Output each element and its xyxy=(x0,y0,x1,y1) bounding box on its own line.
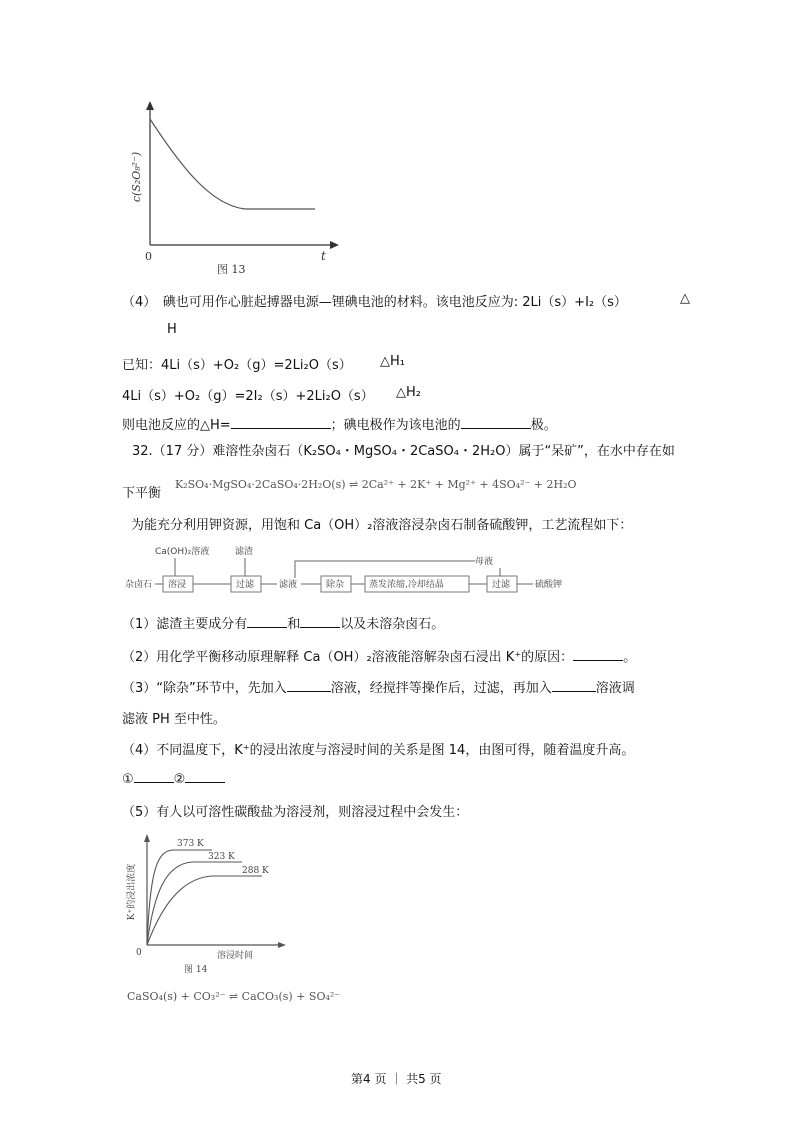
q32-heading: 32.（17 分）难溶性杂卤石（K₂SO₄・MgSO₄・2CaSO₄・2H₂O）属于“呆矿”，在水中存在如 xyxy=(132,444,675,459)
q4-answer-line xyxy=(122,414,557,433)
fig13-y-arrow xyxy=(146,101,154,110)
q32-heading-cont: 下平衡 xyxy=(122,486,162,501)
q4-line1: （4） 碘也可用作心脏起搏器电源—锂碘电池的材料。该电池反应为: 2Li（s）+I₂（s） xyxy=(122,295,627,310)
flow-step-filter1-label: 过滤 xyxy=(236,580,255,590)
q32-part3-cont: 滤液 PH 至中性。 xyxy=(122,712,226,727)
flow-residue: 滤渣 xyxy=(235,547,254,557)
q4-eq2: 4Li（s）+O₂（g）=2I₂（s）+2Li₂O（s） xyxy=(122,389,374,404)
q32-p1-text-b: 和 xyxy=(287,617,301,632)
fig14-curve-323k xyxy=(147,862,242,945)
fig13-origin: 0 xyxy=(145,250,152,263)
q32-part2 xyxy=(122,646,636,665)
figure-13 xyxy=(125,95,355,280)
q32-p2-text-b: 。 xyxy=(623,650,637,665)
fig14-origin: 0 xyxy=(136,948,142,958)
figure-14 xyxy=(122,830,292,980)
q4-dh1: △H₁ xyxy=(380,354,405,369)
fig13-caption: 图 13 xyxy=(217,263,246,276)
flow-step-filter2-label: 过滤 xyxy=(492,580,511,590)
fig14-x-arrow xyxy=(278,942,286,948)
q32-p3-blank1[interactable] xyxy=(287,679,331,692)
q4-electrode-blank[interactable] xyxy=(461,416,531,429)
flow-product: 硫酸钾 xyxy=(535,580,563,590)
flow-step-leach-label: 溶浸 xyxy=(168,580,187,590)
q4-dh-blank[interactable] xyxy=(231,416,331,429)
q32-p1-text-a: （1）滤渣主要成分有 xyxy=(122,617,248,632)
flow-start: 杂卤石 xyxy=(125,580,153,590)
q32-p3-text-c: 溶液调 xyxy=(595,681,635,696)
flow-mother-liquor: 母液 xyxy=(475,557,494,567)
q32-part1 xyxy=(122,613,444,632)
q32-part3 xyxy=(122,677,635,696)
fig13-x-label: t xyxy=(321,249,326,263)
q32-p1-blank1[interactable] xyxy=(247,615,287,628)
fig14-y-label: K⁺的浸出浓度 xyxy=(127,863,137,921)
page-footer: 第4 页 ｜ 共5 页 xyxy=(351,1072,442,1086)
q32-intro: 为能充分利用钾资源，用饱和 Ca（OH）₂溶液溶浸杂卤石制备硫酸钾，工艺流程如下： xyxy=(131,518,633,533)
q32-p3-blank2[interactable] xyxy=(552,679,596,692)
q32-part4: （4）不同温度下，K⁺的浸出浓度与溶浸时间的关系是图 14，由图可得，随着温度升高。 xyxy=(122,743,635,758)
q32-p4-mark1: ① xyxy=(122,772,134,787)
fig14-label-288k: 288 K xyxy=(242,866,269,876)
fig14-curve-288k xyxy=(147,876,262,945)
q4-pole-label: 极。 xyxy=(530,418,557,433)
q32-p1-text-c: 以及未溶杂卤石。 xyxy=(340,617,445,632)
fig14-caption: 图 14 xyxy=(184,965,208,975)
q4-dh2: △H₂ xyxy=(396,385,421,400)
q4-known: 已知：4Li（s）+O₂（g）=2Li₂O（s） xyxy=(122,358,352,373)
q32-p2-text-a: （2）用化学平衡移动原理解释 Ca（OH）₂溶液能溶解杂卤石浸出 K⁺的原因： xyxy=(122,650,574,665)
flow-reagent: Ca(OH)₂溶液 xyxy=(155,547,210,557)
fig14-label-373k: 373 K xyxy=(177,839,204,849)
q32-part4-answers xyxy=(122,770,225,787)
q32-p3-text-b: 溶液，经搅拌等操作后，过滤，再加入 xyxy=(330,681,552,696)
q32-part5: （5）有人以可溶性碳酸盐为溶浸剂，则溶浸过程中会发生： xyxy=(122,805,469,820)
fig13-y-label: c(S₂O₈²⁻) xyxy=(130,151,143,203)
flow-filtrate: 滤液 xyxy=(279,580,298,590)
q32-p1-blank2[interactable] xyxy=(300,615,340,628)
q32-equilibrium: K₂SO₄·MgSO₄·2CaSO₄·2H₂O(s) ⇌ 2Ca²⁺ + 2K⁺ + Mg²⁺ + 4SO₄²⁻ + 2H₂O xyxy=(175,478,577,491)
q32-p2-blank[interactable] xyxy=(573,648,623,661)
fig14-label-323k: 323 K xyxy=(208,852,235,862)
q4-electrode-label: ；碘电极作为该电池的 xyxy=(330,418,461,433)
q32-p3-text-a: （3）“除杂”环节中，先加入 xyxy=(122,681,287,696)
q4-delta: △ xyxy=(680,291,690,306)
flow-step-crystallize-label: 蒸发浓缩,冷却结晶 xyxy=(369,580,444,590)
q4-h: H xyxy=(167,322,177,337)
fig14-x-label: 溶浸时间 xyxy=(217,951,254,961)
fig13-decay-curve xyxy=(150,119,315,209)
fig14-y-arrow xyxy=(144,834,150,842)
q32-p4-blank2[interactable] xyxy=(185,770,225,783)
process-flowchart xyxy=(125,540,585,608)
q32-p4-mark2: ② xyxy=(173,772,186,787)
q32-final-equation: CaSO₄(s) + CO₃²⁻ ⇌ CaCO₃(s) + SO₄²⁻ xyxy=(127,990,341,1003)
q4-dh-label: 则电池反应的△H= xyxy=(122,418,231,433)
q32-p4-blank1[interactable] xyxy=(134,770,174,783)
flow-step-purify-label: 除杂 xyxy=(326,580,345,590)
fig13-x-arrow xyxy=(330,241,339,249)
